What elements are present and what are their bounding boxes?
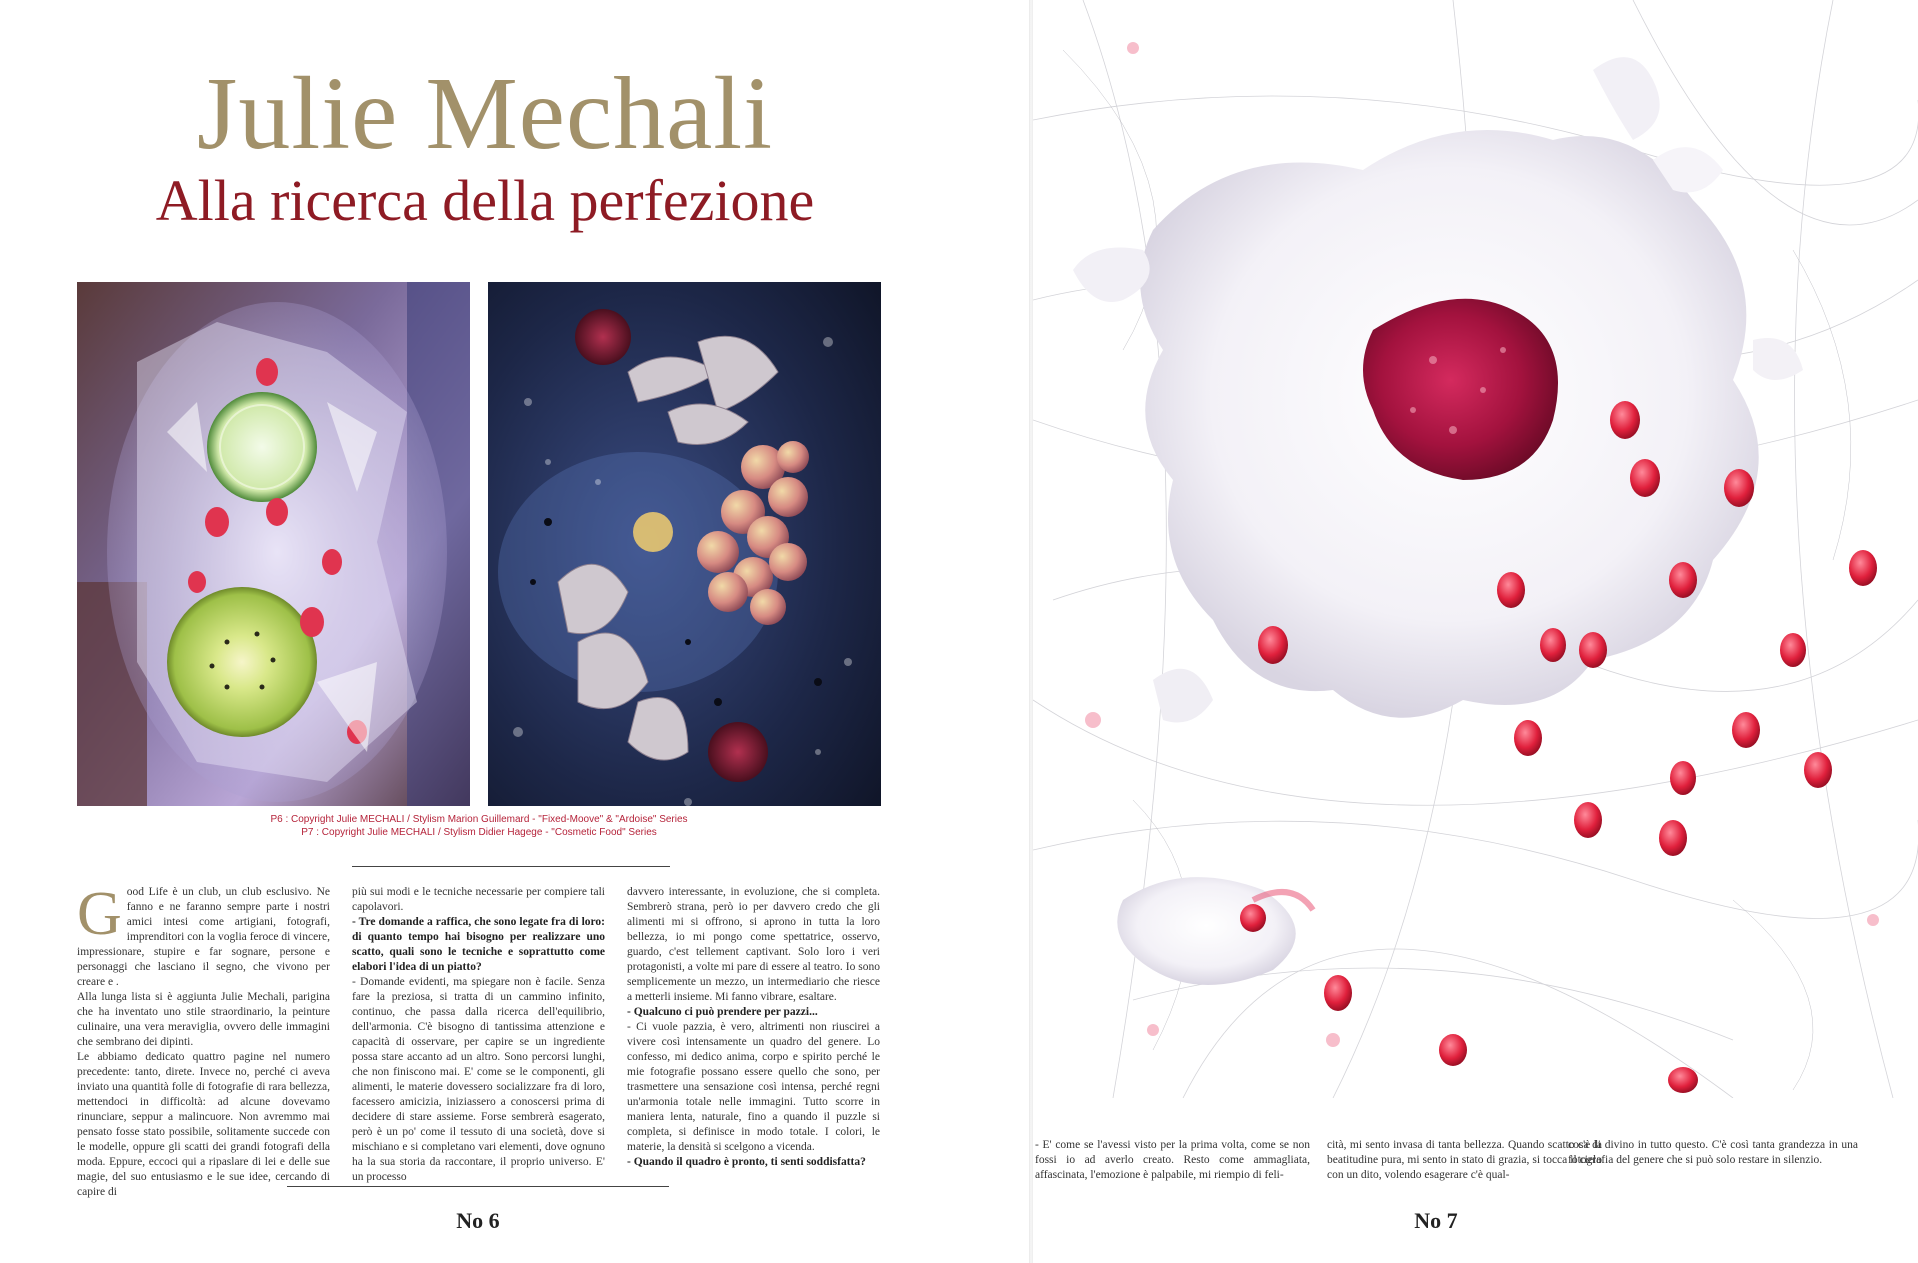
caption-line-p7: P7 : Copyright Julie MECHALI / Stylism Didier Hagege - "Cosmetic Food" Series — [301, 827, 657, 838]
article-column-1 — [77, 880, 330, 1200]
col2-paragraph-1: più sui modi e le tecniche necessarie per compiere tali capolavori. — [352, 886, 605, 913]
photo-cosmetic-food-image — [1033, 0, 1918, 1098]
page-number-right: No 7 — [1414, 1208, 1458, 1233]
article-subtitle: Alla ricerca della perfezione — [155, 168, 815, 233]
dropcap: G — [77, 880, 122, 948]
right-column-3-text: cosa di divino in tutto questo. C'è così tanta grandezza in una fotografia del genere che si può solo restare in silenzio. — [1568, 1139, 1858, 1166]
article-title: Julie Mechali — [196, 56, 774, 171]
col1-paragraph-1: ood Life è un club, un club esclusivo. Ne fanno e ne faranno sempre parte i nostri amici intesi come artigiani, fotografi, imprenditori con la voglia feroce di vincere, impressionare, stupire e far sognare, persone e personaggi che lasciano il segno, che vivono per creare e . — [77, 886, 330, 988]
top-divider-rule — [352, 866, 670, 867]
right-column-2 — [1327, 1138, 1602, 1183]
photo-fixed-moove — [77, 282, 470, 806]
right-column-1-text: - E' come se l'avessi visto per la prima volta, come se non fossi io ad averlo creato. Resto come ammagliata, affascinata, l'emozione è palpabile, mi riempio di feli- — [1035, 1139, 1310, 1181]
right-column-3 — [1568, 1138, 1858, 1168]
photo-ardoise-image — [488, 282, 881, 806]
photo-fixed-moove-image — [77, 282, 470, 806]
page-number-left: No 6 — [456, 1208, 500, 1233]
bottom-divider-rule — [287, 1186, 669, 1187]
interview-question-2: - Qualcuno ci può prendere per pazzi... — [627, 1006, 818, 1018]
col3-paragraph-2: - Ci vuole pazzia, è vero, altrimenti non riuscirei a vivere così intensamente un quadro del genere. Lo confesso, mi dedico anima, corpo e spirito perché le mie fotografie possano essere quello che sono, per trasmettere una sensazione così intensa, perché regni un'armonia totale nelle immagini. Tutto scorre in maniera lenta, naturale, fino a quando il puzzle si completa, si definisce in modo totale. I colori, le materie, la densità si scelgono a vicenda. — [627, 1021, 880, 1153]
photo-ardoise — [488, 282, 881, 806]
right-column-1 — [1035, 1138, 1310, 1183]
caption-line-p6: P6 : Copyright Julie MECHALI / Stylism Marion Guillemard - "Fixed-Moove" & "Ardoise" Series — [270, 814, 688, 825]
article-column-3 — [627, 885, 880, 1170]
interview-question-3: - Quando il quadro è pronto, ti senti soddisfatta? — [627, 1156, 866, 1168]
col3-paragraph-1: davvero interessante, in evoluzione, che si completa. Sembrerò strana, però io per davvero credo che gli alimenti mi si offrono, si aprono in tutta la loro bellezza, io mi pongo come spettatrice, osservo, guardo, c'est tellement captivant. Solo loro i veri protagonisti, a volte mi pare di essere al teatro. Io sono semplicemente un mezzo, un intermediario che riesce a metterli insieme. Mi fanno vibrare, esaltare. — [627, 886, 880, 1003]
photo-cosmetic-food — [1033, 0, 1918, 1098]
article-column-2 — [352, 885, 605, 1185]
col1-paragraph-3: Le abbiamo dedicato quattro pagine nel numero precedente: tanto, direte. Invece no, perché ci aveva inviato una quantità folle di fotografie di rara bellezza, mettendoci in difficoltà: ad alcune dovevamo rinunciare, seppur a malincuore. Non avremmo mai pensato fosse stato possibile, solitamente succede con le modelle, oppure gli scatti dei grandi fotografi della moda. Eppure, eccoci qui a ripaslare di lei e delle sue magie, del suo entusiasmo e le sue idee, cercando di capire di — [77, 1051, 330, 1198]
col2-paragraph-2: - Domande evidenti, ma spiegare non è facile. Senza fare la preziosa, si tratta di un cammino infinito, continuo, che passa dalla ricerca dell'equilibrio, dell'armonia. C'è bisogno di tantissima attenzione e capacità di osservare, per capire se un ingrediente possa stare accanto ad un altro. Sono percorsi lunghi, che non finiscono mai. E' come se le componenti, gli alimenti, le materie dovessero socializzare fra di loro, facessero amicizia, iniziassero a conoscersi prima di decidere di stare assieme. Forse sembrerà esagerato, però è un po' come il tessuto di una società, dove si mischiano e si completano vari elementi, dove ognuno ha la sua storia da raccontare, il proprio universo. E' un processo — [352, 976, 605, 1183]
col1-paragraph-2: Alla lunga lista si è aggiunta Julie Mechali, parigina che ha inventato uno stile straordinario, la peinture culinaire, una vera meraviglia, ovvero delle immagini che sembrano dei dipinti. — [77, 991, 330, 1048]
right-column-2-text: cità, mi sento invasa di tanta bellezza. Quando scatto c'è la beatitudine pura, mi sento in stato di grazia, si tocca il cielo con un dito, volendo esagerare c'è qual- — [1327, 1139, 1602, 1181]
interview-question-1: - Tre domande a raffica, che sono legate fra di loro: di quanto tempo hai bisogno per realizzare uno scatto, quali sono le tecniche e soprattutto come elabori l'idea di un piatto? — [352, 916, 605, 973]
photo-caption — [77, 813, 881, 839]
